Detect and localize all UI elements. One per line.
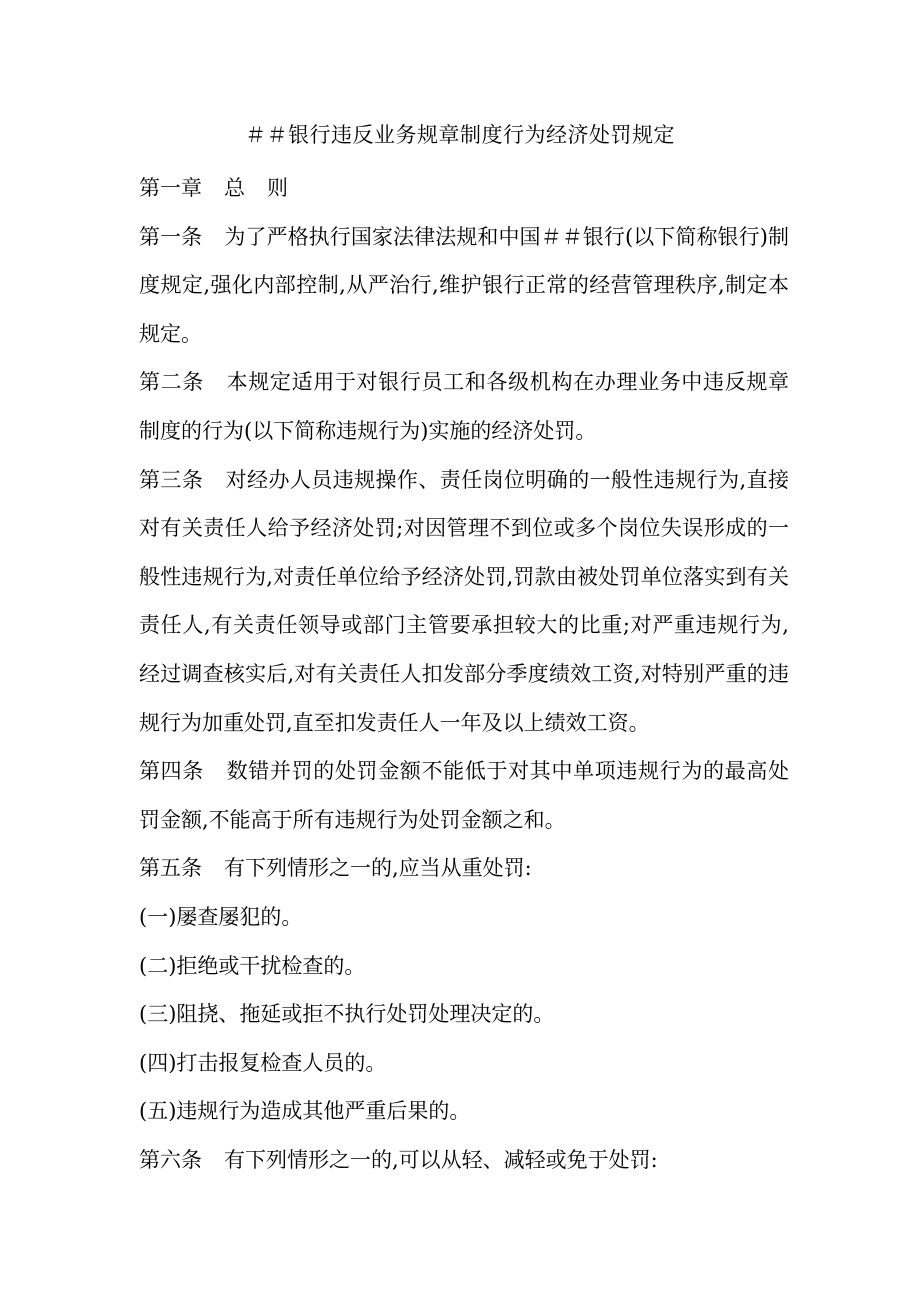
article-1 [139,213,789,359]
article-text: 有下列情形之一的,可以从轻、减轻或免于处罚: [224,1147,658,1172]
article-text: 为了严格执行国家法律法规和中国＃＃银行(以下简称银行)制度规定,强化内部控制,从严治行,维护银行正常的经营管理秩序,制定本规定。 [139,224,790,346]
article-5 [139,844,789,893]
article-2 [139,358,789,455]
chapter-name-part2: 则 [267,176,288,200]
article-6 [139,1136,789,1185]
list-item-5: (五)违规行为造成其他严重后果的。 [139,1099,471,1124]
list-item-1: (一)屡查屡犯的。 [139,904,303,929]
article-label: 第四条 [139,759,204,784]
article-label: 第二条 [139,370,204,395]
chapter-label: 第一章 [139,176,202,200]
article-4 [139,747,789,844]
list-item-3: (三)阻挠、拖延或拒不执行处罚处理决定的。 [139,1002,555,1027]
document-body [139,164,789,1184]
article-text: 本规定适用于对银行员工和各级机构在办理业务中违反规章制度的行为(以下简称违规行为)实施的经济处罚。 [139,370,790,443]
article-text: 数错并罚的处罚金额不能低于对其中单项违规行为的最高处罚金额,不能高于所有违规行为处罚金额之和。 [139,759,790,832]
article-text: 有下列情形之一的,应当从重处罚: [224,856,532,881]
article-label: 第一条 [139,224,203,249]
list-item-2: (二)拒绝或干扰检查的。 [139,953,366,978]
article-label: 第三条 [139,467,204,492]
document-title: ＃＃银行违反业务规章制度行为经济处罚规定 [245,123,675,147]
chapter-heading [139,164,789,213]
chapter-name-part1: 总 [224,176,245,200]
article-3 [139,456,789,748]
list-item-4: (四)打击报复检查人员的。 [139,1050,387,1075]
article-label: 第五条 [139,856,202,881]
article-label: 第六条 [139,1147,202,1172]
article-text: 对经办人员违规操作、责任岗位明确的一般性违规行为,直接对有关责任人给予经济处罚;对因管理不到位或多个岗位失误形成的一般性违规行为,对责任单位给予经济处罚,罚款由被处罚单位落实到有关责任人,有关责任领导或部门主管要承担较大的比重;对严重违规行为,经过调查核实后,对有关责任人扣发部分季度绩效工资,对特别严重的违规行为加重处罚,直至扣发责任人一年及以上绩效工资。 [139,467,789,735]
